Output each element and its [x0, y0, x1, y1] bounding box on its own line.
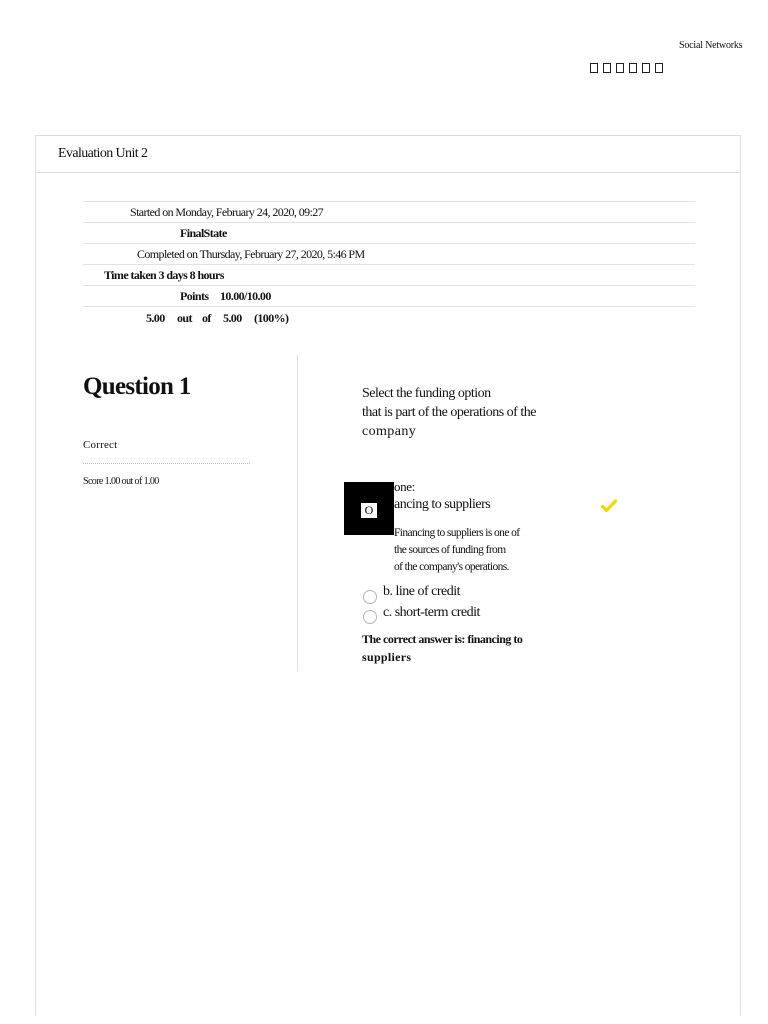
select-one-label: one:	[394, 479, 415, 494]
points-label: Points	[180, 289, 209, 303]
completed-text: Completed on Thursday, February 27, 2020, 5:46 PM	[137, 247, 365, 261]
time-taken-text: Time taken 3 days 8 hours	[104, 268, 224, 282]
correct-answer-line-2: suppliers	[362, 650, 412, 664]
option-c-radio[interactable]	[363, 610, 377, 624]
check-icon	[601, 499, 617, 513]
grade-percent: (100%)	[254, 311, 289, 325]
card-header	[36, 136, 740, 173]
summary-row-completed	[83, 243, 695, 264]
question-column-divider	[297, 355, 298, 671]
summary-row-grade	[83, 306, 695, 328]
option-a-feedback	[394, 525, 539, 576]
question-score: Score 1.00 out of 1.00	[83, 476, 159, 487]
question-prompt	[362, 384, 552, 441]
option-a-radio-marker: O	[361, 503, 377, 518]
summary-row-state	[83, 222, 695, 243]
feedback-line-2: the sources of funding from	[394, 544, 506, 556]
correct-answer	[362, 630, 547, 666]
summary-row-points	[83, 285, 695, 306]
grade-score: 5.00	[146, 311, 165, 325]
grade-out: out	[177, 311, 192, 325]
social-icon-1[interactable]	[590, 63, 598, 73]
social-networks-title: Social Networks	[679, 40, 743, 51]
grade-of: of	[202, 311, 211, 325]
option-c-label[interactable]: c. short-term credit	[383, 605, 480, 620]
summary-row-started	[83, 201, 695, 222]
social-icon-4[interactable]	[629, 63, 637, 73]
social-icons	[590, 63, 663, 73]
social-icon-2[interactable]	[603, 63, 611, 73]
social-icon-5[interactable]	[642, 63, 650, 73]
question-info-divider	[83, 463, 250, 464]
option-b-label[interactable]: b. line of credit	[383, 584, 461, 599]
question-state: Correct	[83, 439, 118, 451]
feedback-line-1: Financing to suppliers is one of	[394, 527, 520, 539]
option-a-radio[interactable]	[344, 482, 394, 535]
correct-answer-line-1: The correct answer is: financing to	[362, 632, 523, 646]
card-title: Evaluation Unit 2	[58, 146, 148, 161]
prompt-line-3: company	[362, 424, 417, 439]
prompt-line-1: Select the funding option	[362, 386, 491, 401]
question-title: Question 1	[83, 373, 191, 400]
social-icon-6[interactable]	[655, 63, 663, 73]
feedback-line-3: of the company's operations.	[394, 561, 509, 573]
prompt-line-2: that is part of the operations of the	[362, 405, 536, 420]
grade-max: 5.00	[223, 311, 242, 325]
state-text: FinalState	[180, 226, 227, 240]
option-b-radio[interactable]	[363, 590, 377, 604]
summary-row-time	[83, 264, 695, 285]
started-text: Started on Monday, February 24, 2020, 09:27	[130, 205, 324, 219]
points-value: 10.00/10.00	[220, 289, 271, 303]
option-a-label[interactable]: ancing to suppliers	[394, 497, 491, 512]
social-icon-3[interactable]	[616, 63, 624, 73]
